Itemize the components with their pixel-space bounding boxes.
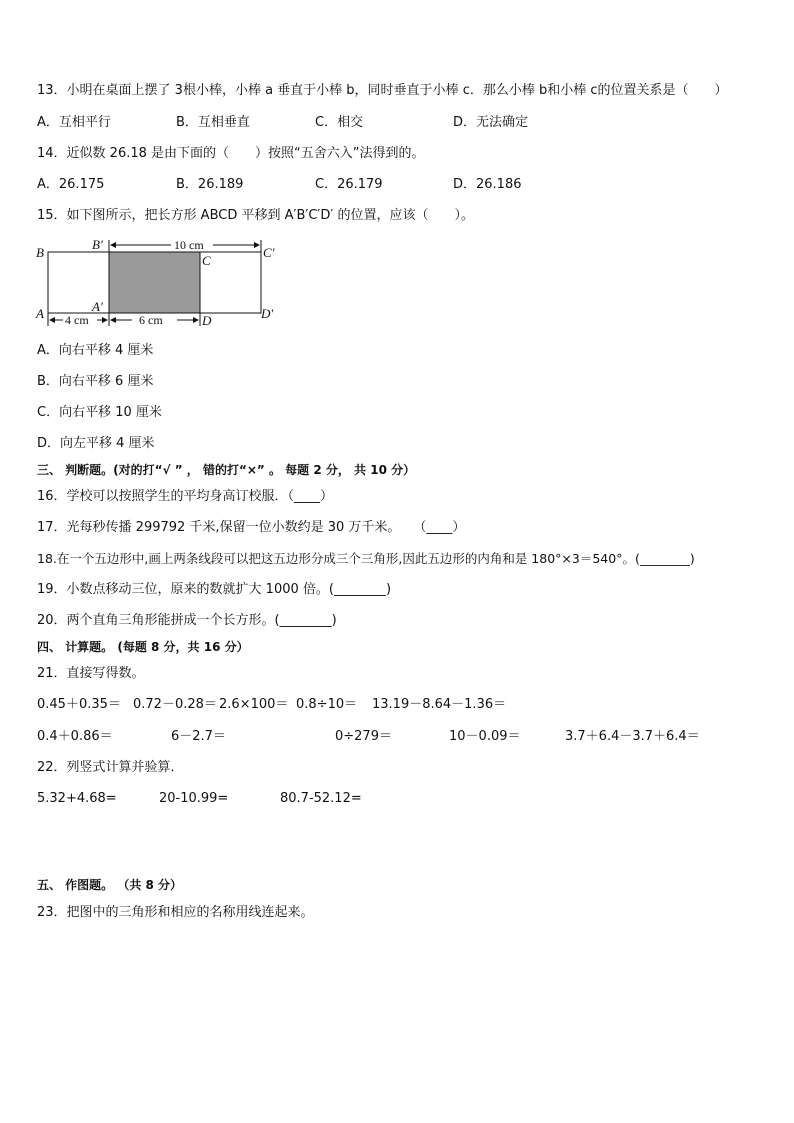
shaded-rectangle [109,252,200,313]
question-21: 21．直接写得数。 [37,666,145,681]
calc-item: 0.72－0.28＝ [133,697,217,712]
label-b-prime: B′ [92,237,103,252]
question-19: 19．小数点移动三位，原来的数就扩大 1000 倍。(________) [37,582,392,597]
dim-6cm: 6 cm [139,313,163,327]
question-15: 15．如下图所示，把长方形 ABCD 平移到 A′B′C′D′ 的位置，应该（ ）。 [37,208,474,223]
section-5-heading: 五、 作图题。 （共 8 分） [37,878,183,892]
q13-option-d: D．无法确定 [453,115,529,130]
label-a-prime: A′ [92,299,103,314]
q14-option-a: A．26.175 [37,177,105,192]
calc-item: 0÷279＝ [335,729,392,744]
q13-option-a: A．互相平行 [37,115,111,130]
q15-option-d: D．向左平移 4 厘米 [37,436,155,451]
translation-figure [35,236,285,330]
dim-10cm: 10 cm [174,238,204,252]
q15-option-c: C．向右平移 10 厘米 [37,405,162,420]
label-c: C [202,253,211,268]
calc-item: 6－2.7＝ [171,729,226,744]
q15-option-b: B．向右平移 6 厘米 [37,374,154,389]
q13-option-c: C．相交 [315,115,364,130]
vertical-calc-item: 20-10.99= [159,791,229,806]
q14-option-d: D．26.186 [453,177,522,192]
label-d: D [202,313,212,328]
vertical-calc-item: 80.7-52.12= [280,791,362,806]
calc-item: 0.4＋0.86＝ [37,729,113,744]
calc-item: 10－0.09＝ [449,729,521,744]
calc-item: 2.6×100＝ [219,697,289,712]
section-3-heading: 三、 判断题。(对的打“√ ” ， 错的打“×” 。 每题 2 分， 共 10 分） [37,463,416,477]
calc-item: 0.45＋0.35＝ [37,697,121,712]
question-14: 14．近似数 26.18 是由下面的（ ）按照“五舍六入”法得到的。 [37,146,425,161]
question-18: 18.在一个五边形中,画上两条线段可以把这五边形分成三个三角形,因此五边形的内角和是 180°×3＝540°。(________) [37,551,695,566]
label-d-prime: D′ [261,306,274,321]
calc-item: 0.8÷10＝ [296,697,358,712]
label-b: B [36,245,44,260]
q15-option-a: A．向右平移 4 厘米 [37,343,154,358]
calc-item: 3.7＋6.4－3.7＋6.4＝ [565,729,700,744]
calc-item: 13.19－8.64－1.36＝ [372,697,507,712]
q14-option-c: C．26.179 [315,177,383,192]
section-4-heading: 四、 计算题。 (每题 8 分，共 16 分） [37,640,249,654]
q13-option-b: B．互相垂直 [176,115,250,130]
question-20: 20．两个直角三角形能拼成一个长方形。(________) [37,613,337,628]
question-23: 23．把图中的三角形和相应的名称用线连起来。 [37,905,314,920]
question-16: 16．学校可以按照学生的平均身高订校服．（____） [37,489,334,504]
question-13: 13．小明在桌面上摆了 3根小棒，小棒 a 垂直于小棒 b，同时垂直于小棒 c．那么小棒 b和小棒 c的位置关系是（ ） [37,83,728,98]
q14-option-b: B．26.189 [176,177,244,192]
question-17: 17．光每秒传播 299792 千米,保留一位小数约是 30 万千米。 （____） [37,520,466,535]
question-22: 22．列竖式计算并验算． [37,760,184,775]
dim-4cm: 4 cm [65,313,89,327]
label-a: A [36,306,44,321]
vertical-calc-item: 5.32+4.68= [37,791,117,806]
label-c-prime: C′ [263,245,275,260]
